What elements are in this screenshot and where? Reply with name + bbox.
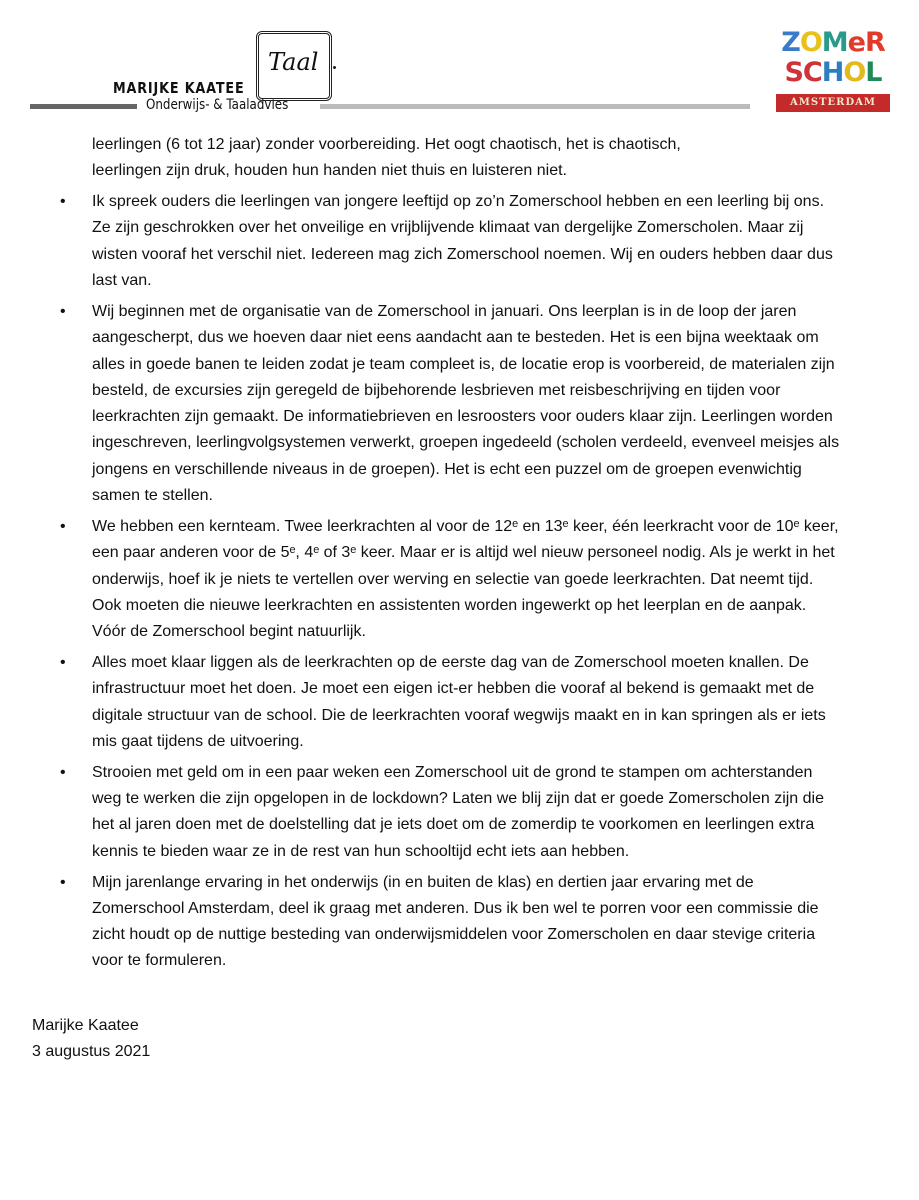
taal-logo xyxy=(256,31,332,101)
bullet-icon: • xyxy=(60,517,66,535)
text-line: jongens en verschillende niveaus in de groepen). Het is echt een puzzel om de groepen evenwichtig xyxy=(92,460,802,478)
text-line: zicht houdt op de nuttige besteding van onderwijsmiddelen voor Zomerscholen en daar stevige criteria xyxy=(92,926,816,944)
text-line: infrastructuur moet het doen. Je moet een eigen ict-er hebben die vooraf al bekend is gemaakt met de xyxy=(92,680,815,698)
text-line: aangescherpt, dus we hoeven daar niet eens aandacht aan te besteden. Het is een bijna weektaak om xyxy=(92,329,819,347)
text-line: leerkrachten zijn gemaakt. De informatiebrieven en lesroosters voor ouders klaar zijn. Leerlingen worden xyxy=(92,408,833,426)
brand-name: MARIJKE KAATEE xyxy=(113,79,245,97)
text-line: Alles moet klaar liggen als de leerkrachten op de eerste dag van de Zomerschool moeten knallen. De xyxy=(92,654,809,672)
document-body xyxy=(0,132,919,975)
text-line: alles in goede banen te leiden zodat je team compleet is, de locatie erop is voorbereid, de materialen zijn xyxy=(92,355,835,373)
text-line: We hebben een kernteam. Twee leerkrachten al voor de 12ᵉ en 13ᵉ keer, één leerkracht voor de 10ᵉ keer, xyxy=(92,517,839,535)
bullet-icon: • xyxy=(60,193,66,211)
header-rule-dark xyxy=(30,104,137,109)
brand-subtitle: Onderwijs- & Taaladvies xyxy=(146,97,289,113)
signature-block xyxy=(32,1013,150,1066)
zomerschool-logo: ZOMeR SCHOL AMSTERDAM xyxy=(772,28,894,132)
list-item xyxy=(0,189,919,294)
text-line: onderwijs, hoef ik je niets te vertellen over werving en selectie van goede leerkrachten. Dat neemt tijd. xyxy=(92,570,814,588)
amsterdam-banner: AMSTERDAM xyxy=(776,94,890,112)
bullet-icon: • xyxy=(60,302,66,320)
bullet-icon: • xyxy=(60,763,66,781)
signature-name: Marijke Kaatee xyxy=(32,1017,139,1034)
text-line: digitale structuur van de school. Die de leerkrachten vooraf wegwijs maakt en in kan springen als er iets xyxy=(92,706,826,724)
bullet-icon: • xyxy=(60,654,66,672)
text-line: Zomerschool Amsterdam, deel ik graag met anderen. Dus ik ben wel te porren voor een commissie die xyxy=(92,899,819,917)
text-line: weg te werken die zijn opgelopen in de lockdown? Laten we blij zijn dat er goede Zomerscholen zijn die xyxy=(92,790,824,808)
text-line: Wij beginnen met de organisatie van de Zomerschool in januari. Ons leerplan is in de loop der jaren xyxy=(92,302,797,320)
text-line: Ik spreek ouders die leerlingen van jongere leeftijd op zo’n Zomerschool hebben en een leerling bij ons. xyxy=(92,193,825,211)
list-item xyxy=(0,760,919,865)
text-line: besteld, de excursies zijn geregeld de bijbehorende lesbrieven met reisbeschrijving en tijden voor xyxy=(92,381,781,399)
text-line: kennis te bieden waar ze in de rest van hun schooltijd echt iets aan hebben. xyxy=(92,842,630,860)
bullet-icon: • xyxy=(60,873,66,891)
list-item xyxy=(0,514,919,645)
text-line: een paar anderen voor de 5ᵉ, 4ᵉ of 3ᵉ keer. Maar er is altijd wel nieuw personeel nodig. Als je werkt in het xyxy=(92,544,835,562)
text-line: het al jaren doen met de doelstelling dat je iets doet om de zomerdip te voorkomen en leerlingen extra xyxy=(92,816,815,834)
text-line: Strooien met geld om in een paar weken een Zomerschool uit de grond te stampen om achterstanden xyxy=(92,763,813,781)
text-line: ingeschreven, leerlingvolgsystemen verwerkt, groepen ingedeeld (scholen verdeeld, evenveel meisjes als xyxy=(92,434,840,452)
text-line: voor te formuleren. xyxy=(92,952,227,970)
text-line: Vóór de Zomerschool begint natuurlijk. xyxy=(92,623,366,641)
text-line: samen te stellen. xyxy=(92,487,213,505)
text-line: Mijn jarenlange ervaring in het onderwijs (in en buiten de klas) en dertien jaar ervaring met de xyxy=(92,873,754,891)
text-line: Ook moeten die nieuwe leerkrachten en assistenten worden ingewerkt op het leerplan en de aanpak. xyxy=(92,596,807,614)
text-line: leerlingen zijn druk, houden hun handen niet thuis en luisteren niet. xyxy=(92,162,567,180)
list-item xyxy=(0,299,919,509)
text-line: Ze zijn geschrokken over het onveilige en vrijblijvende klimaat van dergelijke Zomerscholen. Maar zij xyxy=(92,219,804,237)
text-line: mis gaat tijdens de uitvoering. xyxy=(92,732,304,750)
text-line: leerlingen (6 tot 12 jaar) zonder voorbereiding. Het oogt chaotisch, het is chaotisch, xyxy=(92,136,681,153)
continued-paragraph xyxy=(0,132,919,185)
list-item xyxy=(0,870,919,975)
bullet-list xyxy=(0,189,919,975)
text-line: last van. xyxy=(92,272,152,290)
header-rule-light xyxy=(320,104,750,109)
list-item xyxy=(0,650,919,755)
signature-date: 3 augustus 2021 xyxy=(32,1043,151,1061)
letterhead xyxy=(0,0,919,135)
taal-logo-text: Taal xyxy=(268,48,319,76)
text-line: wisten vooraf het verschil niet. Iedereen mag zich Zomerschool noemen. Wij en ouders hebben daar dus xyxy=(92,245,833,263)
